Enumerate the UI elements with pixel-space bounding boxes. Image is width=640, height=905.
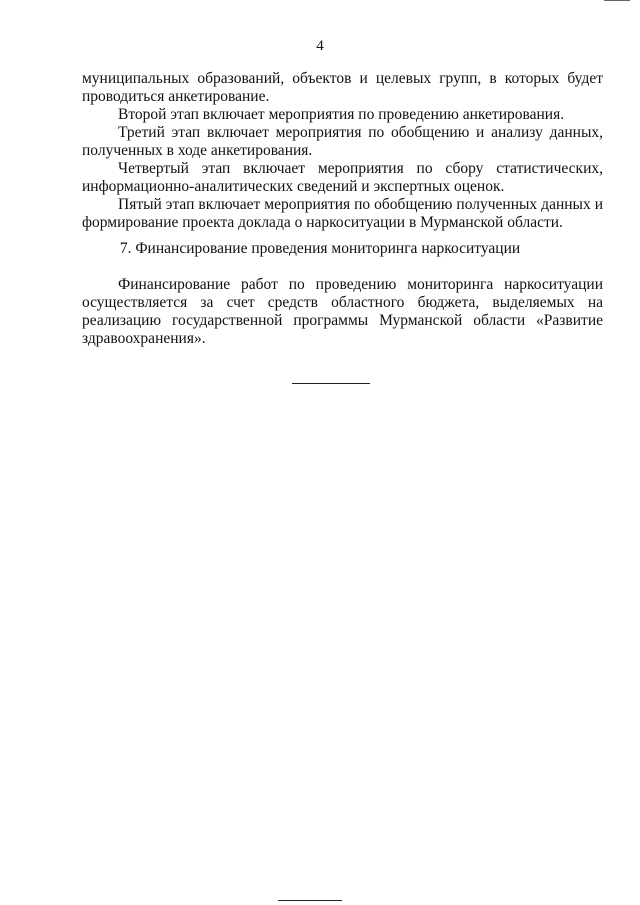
paragraph-stage-2: Второй этап включает мероприятия по проведению анкетирования. [118, 106, 565, 123]
text-block-stages [82, 70, 603, 232]
corner-mark [604, 0, 630, 1]
paragraph-financing: Финансирование работ по проведению мониторинга наркоситуации осуществляется за счет средств областного бюджета, выделяемых на реализацию государственной программы Мурманской области «Развитие здравоохранения». [82, 276, 603, 347]
text-block-financing [82, 276, 603, 348]
paragraph-continuation: муниципальных образований, объектов и целевых групп, в которых будет проводиться анкетирование. [82, 70, 603, 105]
footer-line [278, 900, 342, 901]
section-heading: 7. Финансирование проведения мониторинга наркоситуации [119, 240, 521, 257]
paragraph-stage-5: Пятый этап включает мероприятия по обобщению полученных данных и формирование проекта доклада о наркоситуации в Мурманской области. [82, 196, 603, 231]
end-divider [292, 383, 370, 384]
page-number: 4 [316, 38, 324, 54]
paragraph-stage-3: Третий этап включает мероприятия по обобщению и анализу данных, полученных в ходе анкетирования. [82, 124, 603, 159]
paragraph-stage-4: Четвертый этап включает мероприятия по сбору статистических, информационно-аналитических сведений и экспертных оценок. [82, 160, 603, 195]
